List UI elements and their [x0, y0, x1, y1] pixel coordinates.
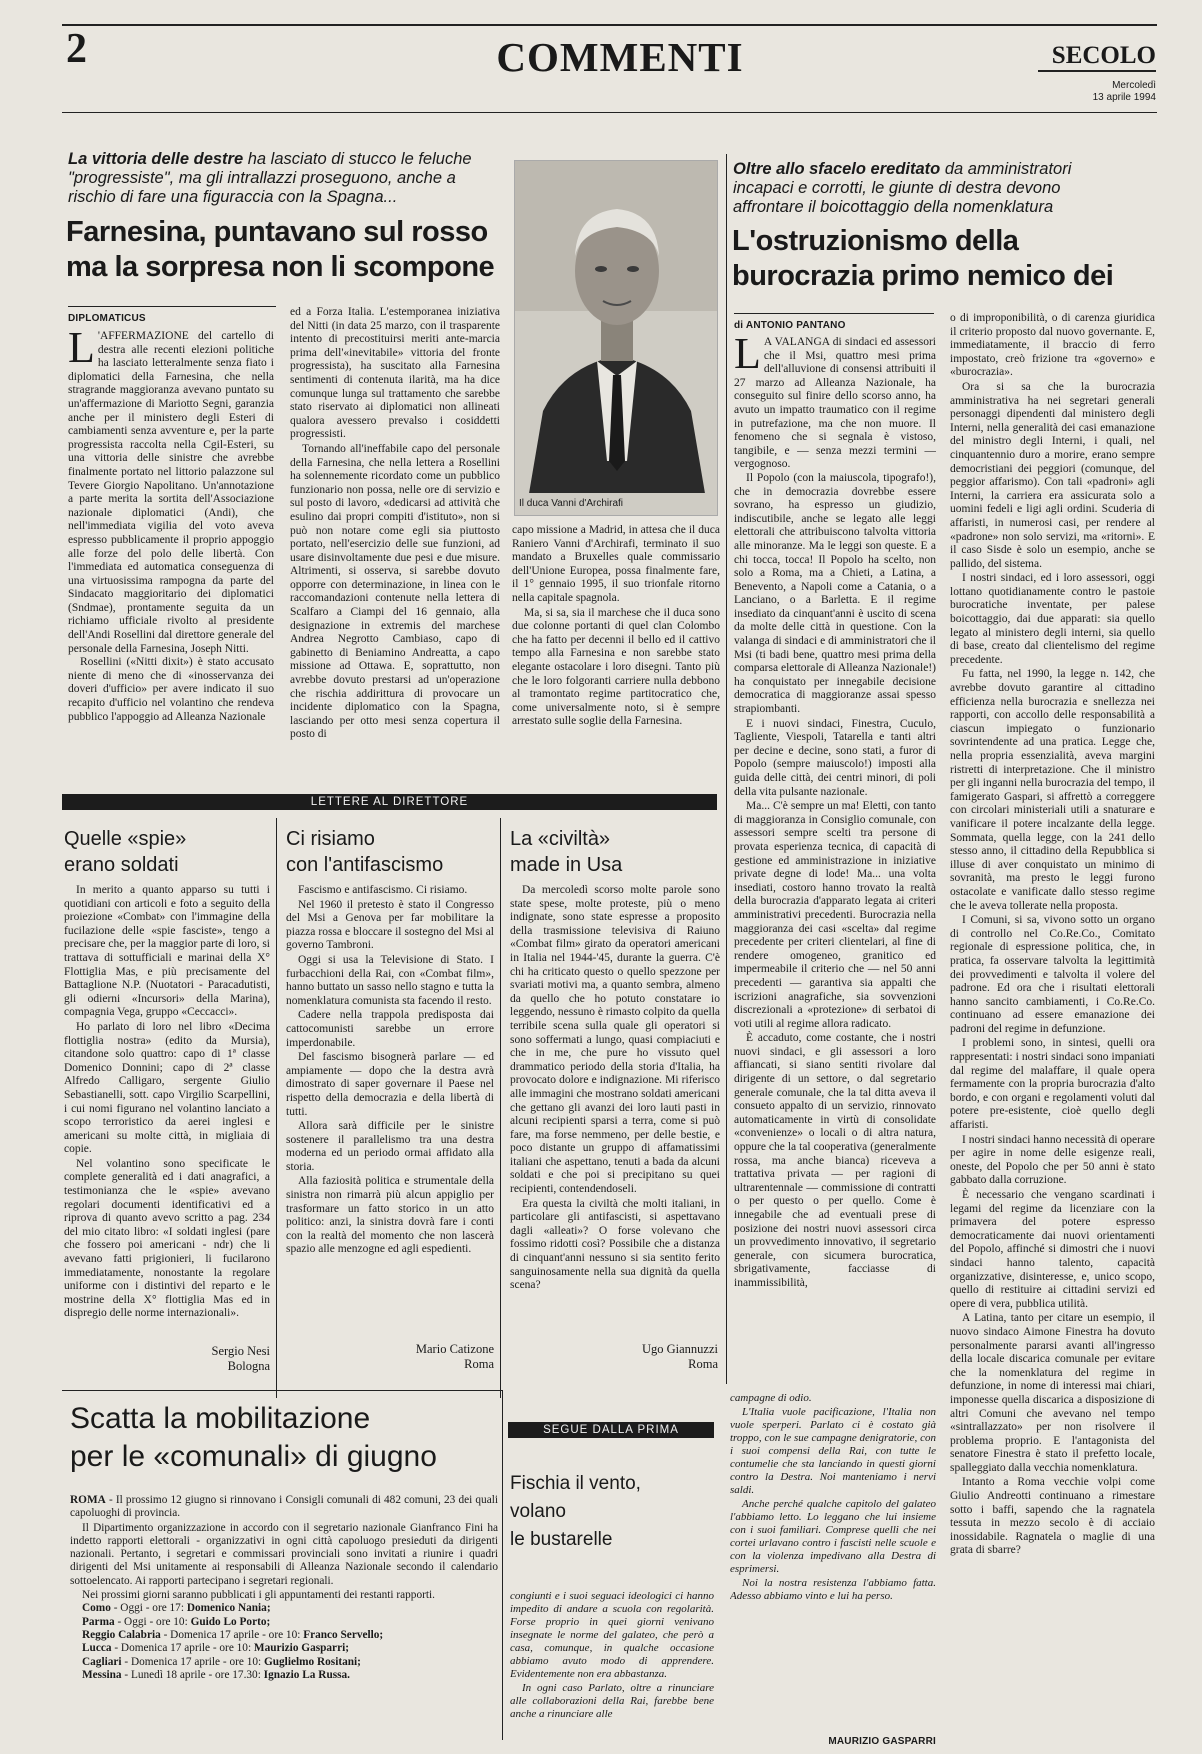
- schedule-row: Cagliari - Domenica 17 aprile - ore 10: Guglielmo Rositani;: [82, 1655, 361, 1668]
- letters-band: LETTERE AL DIRETTORE: [62, 794, 717, 810]
- farnesina-headline: Farnesina, puntavano sul rosso ma la sorpresa non li scompone: [66, 216, 495, 283]
- burocrazia-headline: L'ostruzionismo della burocrazia primo nemico dei: [732, 225, 1114, 292]
- schedule-list: [70, 1602, 498, 1682]
- issue-day: Mercoledì: [1112, 80, 1156, 91]
- newspaper-logo: SECOLO: [1038, 42, 1156, 72]
- page-number: 2: [66, 26, 87, 72]
- letter-1-signature: Sergio Nesi Bologna: [211, 1344, 270, 1373]
- portrait-photo: [514, 160, 718, 516]
- segue-signature: MAURIZIO GASPARRI: [828, 1736, 936, 1747]
- farnesina-column-2: ed a Forza Italia. L'estemporanea iniziativa del Nitti (in data 25 marzo, con il trasparente intento di precostituirsi meriti ante-marcia prima dell'«inevitabile» vittoria del fronte progressista), ha suscitato alla Farnesina sentimenti di contenuta ilarità, ma ha dice comunque lunga sul trattamento che sarebbe stato riservato ai diplomatici non allineati qualora avessero prevalso i cosiddetti progressisti. Tornando all'ineffabile capo del personale della Farnesina, che nella lettera a Rosellini ha solennemente ricordato come un pubblico funzionario non possa, nelle ore di servizio e sul posto di lavoro, «dedicarsi ad attività che esulino dai propri compiti d'istituto», non si può non notare come egli sia piuttosto portato, nell'esercizio delle sue funzioni, ad usare disinvoltamente due pesi e due misure. Altrimenti, si osserva, si sarebbe dovuto opporre con determinazione, in linea con le raccomandazioni contenute nella lettera di Scalfaro a Ciampi del 16 gennaio, alla designazione in extremis del marchese Andrea Negrotto Cambiaso, capo di gabinetto di Beniamino Andreatta, a capo missione ad Ottawa. E, soprattutto, non avrebbe dovuto prestarsi ad un'operazione che rischia addirittura di provocare un incidente diplomatico con la Spagna, lasciando per otto mesi senza copertura il posto di: [290, 306, 500, 741]
- schedule-row: Como - Oggi - ore 17: Domenico Nania;: [82, 1602, 271, 1615]
- segue-band: SEGUE DALLA PRIMA: [508, 1422, 714, 1438]
- burocrazia-column-2: o di improponibilità, o di carenza giuridica il criterio proposto dal nuovo governante. E, immediatamente, il braccio di ferro impostato, creò frizione tra «governo» e «burocrazia». Ora si sa che la burocrazia amministrativa ha nei segretari generali personaggi dipendenti dal ministero degli Interni, nella generalità dei casi emanazione del ministro degli Interni, i quali, nel cinquantennio duro a morire, erano sempre democristiani dei peggiori (comunque, del peggior affarismo). Con tali «padroni» agli Interni, la carriera era assicurata solo a uomini fedeli e ligi agli ordini. Scuderia di affaristi, in numerosi casi, per rendere al «padrone» non solo servizi, ma «ritorni». E il caso Sisde è solo un esempio, anche se pallido, del sistema. I nostri sindaci, ed i loro assessori, oggi lottano quotidianamente contro le pastoie burocratiche inventate, per palese boicottaggio, dai due apparati: sia quello legato al ministero degli interni, sia quello di base, creato dal clientelismo del regime precedente. Fu fatta, nel 1990, la legge n. 142, che avrebbe dovuto garantire al cittadino efficienza nella burocrazia e snellezza nei rapporti, con accollo delle responsabilità a ciascun impiegato o funzionario sovrintendente ad una pratica. Legge che, nella propria essenzialità, aveva margini ristretti di interpretazione. Che il ministro per gli inganni nella burocrazia del tempo, il famigerato Gaspari, si affrettò a correggere con circolari ministeriali utili a snaturare e vanificare il potere incalzante della legge. Sommata, quella legge, con la 241 dello stesso anno, il cittadino della Repubblica si illuse di aver conquistato un minimo di sovranità, ma presto le leggi furono ostacolate e vanificate dallo stesso regime che le aveva tollerate nella proposta. I Comuni, si sa, vivono sotto un organo di controllo nel Co.Re.Co., Comitato regionale di espressione politica, che, in pratica, fa osservare talvolta la legittimità dei provvedimenti e talvolta il volere del padrone. Ed ora che i risultati elettorali hanno sancito cambiamenti, i Co.Re.Co. continuano ad essere emanazione dei padroni del regime in defunzione. I problemi sono, in sintesi, quelli ora rappresentati: i nostri sindaci sono impaniati dal regime del malaffare, il quale opera fermamente con la propria burocrazia d'alto bordo, e con organi e regolamenti voluti dal potere pre-esistente, cioè quello degli affaristi. I nostri sindaci hanno necessità di operare per agire in nome delle esigenze reali, oneste, del Popolo che per 50 anni è stato gabbato dalla corruzione. È necessario che vengano scardinati i legami del regime da licenziare con la primavera del potere espresso democraticamente dai nuovi orientamenti del Popolo, affinché si dimostri che i nuovi sindaci hanno talento, capacità organizzative, disinteresse, e, unico scopo, quello di restituire ai cittadini servizi ed opere di vera, pubblica utilità. A Latina, tanto per citare un esempio, il nuovo sindaco Aimone Finestra ha dovuto personalmente pararsi avanti all'ingresso della locale discarica comunale per evitare che la nomenklatura del regime in defunzione, in nome di interessi mai chiari, imponesse quella discarica a disposizione di altri Comuni che avevano nel tempo «sintrallazzato» per non risolvere il problema proprio. E l'antagonista del senatore Finestra è stato il prefetto locale, spalleggiato dalla vecchia nomenklatura. Intanto a Roma vecchie volpi come Giulio Andreotti continuano a rimestare sotto i baffi, sapendo che la ragnatela tessuta in mezzo secolo è di acciaio inossidabile. Ragnatela o maglie di una grata di sbarre?: [950, 312, 1155, 1557]
- burocrazia-column-1: L A VALANGA di sindaci ed assessori che il Msi, quattro mesi prima dell'alluvione di consensi attribuiti il 27 marzo ad Alleanza Nazionale, ha conseguito sul finire dello scorso anno, ha avuto un impatto traumatico con il regime in putrefazione, ma che non muore. Il fenomeno che si segnala è vistoso, tangibile, e — senza mezzi termini — vergognoso. Il Popolo (con la maiuscola, tipografo!), che in democrazia dovrebbe essere sovrano, ha espresso un giudizio, indiscutibile, anche se legato alle leggi elettorali che attribuiscono talvolta vittoria alle minoranze. Ma le leggi son queste. E a chi tocca, tocca! Il Popolo ha scelto, non solo a Roma, ma a Chieti, a Latina, a Benevento, a Napoli come a Catania, o a Lanciano, o a Barletta. E il regime insediato da cinquant'anni è uscito di scena da molte delle città in questione. Con la valanga di sindaci e di amministratori che il Msi (ti badi bene, quattro mesi prima della comparsa elettorale di Alleanza Nazionale!) ha conquistato per innegabile decisione democratica di maggioranze assai spesso strapiombanti. E i nuovi sindaci, Finestra, Cuculo, Tagliente, Viespoli, Tatarella e tanti altri per decine e decine, sono stati, a furor di Popolo (sempre maiuscolo!) imposti alla guida delle città, dei centri minori, di poli della vita pulsante nazionale. Ma... C'è sempre un ma! Eletti, con tanto di maggioranza in Consiglio comunale, con assessori sempre scelti tra persone di provata esperienza tecnica, di capacità di gestione ed amministrazione in iniziative private degne di lode! Ma... una volta insediati, costoro hanno trovato la realtà della burocrazia d'apparato legata ai criteri amministrativi precedenti. Burocrazia nella maggioranza dei casi «scelta» dal regime precedente per criteri clientelari, al fine di rendere omogeneo, granitico ed impermeabile il criterio che — nel 50 anni precedenti — garantiva sia appalti che iscrizioni anagrafiche, sia sovvenzioni discrezionali a «protezione» di serbatoi di voti utili al regime allora radicato. È accaduto, come costante, che i nostri nuovi sindaci, e gli assessori a loro affiancati, si siano sentiti rivolare dal dirigente di un settore, o dal segretario generale comunale, che la tal ditta aveva il consueto appalto di un servizio, rinnovato automaticamente in virtù di consolidate «convenienze» o locali o di altra natura, oppure che la tal cooperativa (generalmente rossa, ma anche bianca) riceveva a trattativa privata — per ragioni di ultrarentennale — commissione di contratti o per questo o per quello. Come è innegabile che ad eventuali prese di posizione dei nostri nuovi assessori circa un provvedimento innovativo, il segretario generale, con sicumera burocratica, sbrigativamente, facciasse di inammissibilità,: [734, 336, 936, 1289]
- schedule-row: Parma - Oggi - ore 10: Guido Lo Porto;: [82, 1615, 271, 1628]
- letter-3-signature: Ugo Giannuzzi Roma: [641, 1342, 718, 1371]
- drop-cap: L: [734, 336, 761, 378]
- burocrazia-byline: di ANTONIO PANTANO: [734, 320, 846, 331]
- segue-headline: Fischia il vento, volano le bustarelle: [510, 1473, 641, 1550]
- farnesina-byline: DIPLOMATICUS: [68, 313, 146, 324]
- burocrazia-kicker: Oltre allo sfacelo ereditato da amministratori incapaci e corrotti, le giunte di destra devono affrontare il boicottaggio della nomenklatura: [733, 160, 1072, 216]
- schedule-row: Lucca - Domenica 17 aprile - ore 10: Maurizio Gasparri;: [82, 1642, 349, 1655]
- farnesina-kicker: La vittoria delle destre ha lasciato di stucco le feluche "progressiste", ma gli intrallazzi proseguono, anche a rischio di fare una figuraccia con la Spagna...: [68, 150, 472, 206]
- comunali-body: ROMA - Il prossimo 12 giugno si rinnovano i Consigli comunali di 482 comuni, 23 dei quali capoluoghi di provincia. Il Dipartimento organizzazione in accordo con il segretario nazionale Gianfranco Fini ha indetto rapporti elettorali - organizzativi in ogni città capoluogo presieduti da dirigenti nazionali. Pertanto, i segretari e commissari provinciali sono invitati a riunire i quadri dirigenti del Msi unitamente ai responsabili di Alleanza Nazionale secondo il calendario sottoelencato. Ai rapporti partecipano i segretari regionali. Nei prossimi giorni saranno pubblicati i gli appuntamenti dei restanti rapporti. Como - Oggi - ore 17: Domenico Nania; Parma - Oggi - ore 10: Guido Lo Porto; Reggio Calabria - Domenica 17 aprile - ore 10: Franco Servello; Lucca - Domenica 17 aprile - ore 10: Maurizio Gasparri; Cagliari - Domenica 17 aprile - ore 10: Guglielmo Rositani; Messina - Lunedì 18 aprile - ore 17.30: Ignazio La Russa.: [70, 1494, 498, 1681]
- segue-column-2: campagne di odio. L'Italia vuole pacificazione, l'Italia non vuole sperperi. Parlato ci è costato già troppo, con le sue campagne denigratorie, con i suoi compensi della Rai, con tutte le contumelie che sta lanciando in questi giorni contro la Destra. Noi manteniamo i nervi saldi. Anche perché qualche capitolo del galateo l'abbiamo letto. Lo leggano che lui insieme con i suoi familiari. Comprese quelli che nei cortei urlavano contro i fascisti nelle scuole e con la violenza impedivano alla Destra di esprimersi. Noi la nostra resistenza l'abbiamo fatta. Adesso abbiamo vinto e lui ha perso.: [730, 1392, 936, 1602]
- segue-column-1: congiunti e i suoi seguaci ideologici ci hanno impedito di andare a scuola con regolarità. Forse proprio in quei giorni venivano insegnate le norme del galateo, che però a casa, comunque, in qualche occasione abbiamo avuto modo di apprendere. Evidentemente non era abbastanza. In ogni caso Parlato, oltre a rinunciare alle collaborazioni della Rai, farebbe bene anche a rinunciare alle: [510, 1590, 714, 1720]
- letter-1-body: In merito a quanto apparso su tutti i quotidiani con articoli e foto a seguito della proiezione «Combat» con l'immagine della fucilazione delle «spie fasciste», tengo a precisare che, per la maggior parte di loro, si trattava di sottufficiali e marinai della X° Flottiglia Mas, e più precisamente del Battaglione N.P. (Nuotatori - Paracadutisti, gli odierni «Incursori» della Marina), compagnia Vega, gruppo «Ceccacci». Ho parlato di loro nel libro «Decima flottiglia nostra» (edito da Mursia), citandone solo quattro: capo di 1ª classe Domenico Donnini; capo di 2ª classe Alfredo Calligaro, sergente Giulio Sebastianelli, sott. capo Virgilio Scarpellini, i cui nomi figurano nel volantino lanciato a scopo terroristico da aerei inglesi e americani su molte città, in migliaia di copie. Nel volantino sono specificate le complete generalità ed i dati anagrafici, a testimonianza che le «spie» avevano regolari documenti identificativi ed a riprova di quanto avevo scritto a pag. 234 del mio citato libro: «I soldati inglesi (pare che fossero poi americani - ndr) che li avevano fatti prigionieri, li fucilarono immediatamente, nonostante la regolare uniforme con i distintivi del reparto e le mostrine della X° flottiglia Mas ed in dispregio delle norme internazionali».: [64, 884, 270, 1320]
- schedule-row: Reggio Calabria - Domenica 17 aprile - ore 10: Franco Servello;: [82, 1628, 384, 1641]
- farnesina-column-3: capo missione a Madrid, in attesa che il duca Raniero Vanni d'Archirafi, terminato il suo mandato a Bruxelles quale commissario dell'Unione Europea, possa finalmente fare, il 1° gennaio 1995, il suo trionfale ritorno nella capitale spagnola. Ma, si sa, sia il marchese che il duca sono due colonne portanti di quel clan Colombo che ha fatto per decenni il bello ed il cattivo tempo alla Farnesina e non sarebbe stato elegante ostacolare i loro disegni. Tanto più che le loro folgoranti carriere nulla debbono al tramontato regime partitocratico che, come universalmente noto, si è sempre arrestato sulle soglie della Farnesina.: [512, 524, 720, 728]
- comunali-headline: Scatta la mobilitazione per le «comunali» di giugno: [70, 1402, 437, 1473]
- masthead: [0, 0, 1202, 120]
- farnesina-column-1: L 'AFFERMAZIONE del cartello di destra alle recenti elezioni politiche ha lasciato letteralmente senza fiato i diplomatici della Farnesina, che nella stragrande maggioranza avevano puntato su un'affermazione di Mariotto Segni, garanzia anche per il ministero degli Esteri di cambiamenti senza avventure e, per la parte progressista raccolta nella Cgil-Esteri, su una vittoria delle sinistre che avrebbe finalmente portato nel littorio palazzone sul Tevere Giorgio Napolitano. Un'annotazione a parte merita la sortita dell'Associazione nazionale diplomatici (Andi), che nell'immediata vigilia del voto aveva espresso pubblicamente il proprio appoggio alle forze del polo delle libertà. Con l'immediata ed automatica conseguenza di una virtuosissima rampogna da parte del Sindacato maggioritario dei diplomatici (Sndmae), prontamente seguita da un richiamo ufficiale rivolto al presidente dell'Andi Rosellini dal direttore generale del personale della Farnesina, Joseph Nitti. Rosellini («Nitti dixit») è stato accusato niente di meno che di «inosservanza dei doveri d'ufficio» per avere indicato il suo recapito d'ufficio nel volantino che rendeva pubblico l'appoggio ad Alleanza Nazionale: [68, 330, 274, 723]
- issue-date: 13 aprile 1994: [1092, 92, 1156, 103]
- drop-cap: L: [68, 330, 95, 372]
- schedule-row: Messina - Lunedì 18 aprile - ore 17.30: Ignazio La Russa.: [82, 1668, 350, 1681]
- letter-2-body: Fascismo e antifascismo. Ci risiamo. Nel 1960 il pretesto è stato il Congresso del Msi a Genova per far mobilitare la piazza rossa e bloccare il sostegno del Msi al governo Tambroni. Oggi si usa la Televisione di Stato. I furbacchioni della Rai, con «Combat film», hanno buttato un sasso nello stagno e tutta la nomenklatura comunista sta facendo il resto. Cadere nella trappola predisposta dai cattocomunisti sarebbe un errore imperdonabile. Del fascismo bisognerà parlare — ed ampiamente — dopo che la destra avrà dimostrato di saper governare il Paese nel rispetto della democrazia e della libertà di tutti. Allora sarà difficile per le sinistre sostenere il parallelismo tra una destra moderna ed un periodo ormai affidato alla storia. Alla faziosità politica e strumentale della sinistra non rimarrà più alcun appiglio per trasformare un fatto storico in un atto politico: anzi, la sinistra dovrà fare i conti con la realtà del momento che non lascerà spazio alle menzogne ed agli espedienti.: [286, 884, 494, 1256]
- section-title: COMMENTI: [496, 34, 744, 80]
- letter-2-title: Ci risiamo con l'antifascismo: [286, 828, 444, 876]
- photo-caption: Il duca Vanni d'Archirafi: [515, 493, 717, 515]
- portrait-illustration: [515, 161, 718, 516]
- letter-3-body: Da mercoledì scorso molte parole sono state spese, molte proteste, più o meno indignate, sono state espresse a proposito della trasmissione televisiva di Raiuno «Combat film» girato da operatori americani in Italia nel 1944-'45, durante la guerra. C'è chi ha criticato questo o quello spezzone per svariati motivi ma, a quanto sembra, almeno da quello che ho potuto constatare io leggendo, nessuno è rimasto colpito da quella terribile scena sulla quale gli operatori si sono soffermati a lungo, quasi compiaciuti e che in me, che pure ho vissuto quel drammatico periodo della storia d'Italia, ha provocato dolore e indignazione. Mi riferisco alle immagini che mostrano soldati americani che gettano gli avanzi dei loro lauti pasti in alcuni recipienti sparsi a terra, come si può fare, ma forse nemmeno, per delle bestie, e poco distante un gruppo di affamatissimi italiani che aspettano, tenuti a bada da alcuni soldati e che poi si precipitano su quei recipienti, contendendoseli. Era questa la civiltà che molti italiani, in particolare gli antifascisti, si aspettavano dagli «alleati»? O forse volevano che fossimo ridotti così? Possibile che a distanza di cinquant'anni nessuno si sia sentito ferito sanguinosamente nella sua dignità da quella scena?: [510, 884, 720, 1292]
- letter-2-signature: Mario Catizone Roma: [415, 1342, 494, 1371]
- letter-3-title: La «civiltà» made in Usa: [510, 828, 623, 876]
- letter-1-title: Quelle «spie» erano soldati: [64, 828, 187, 876]
